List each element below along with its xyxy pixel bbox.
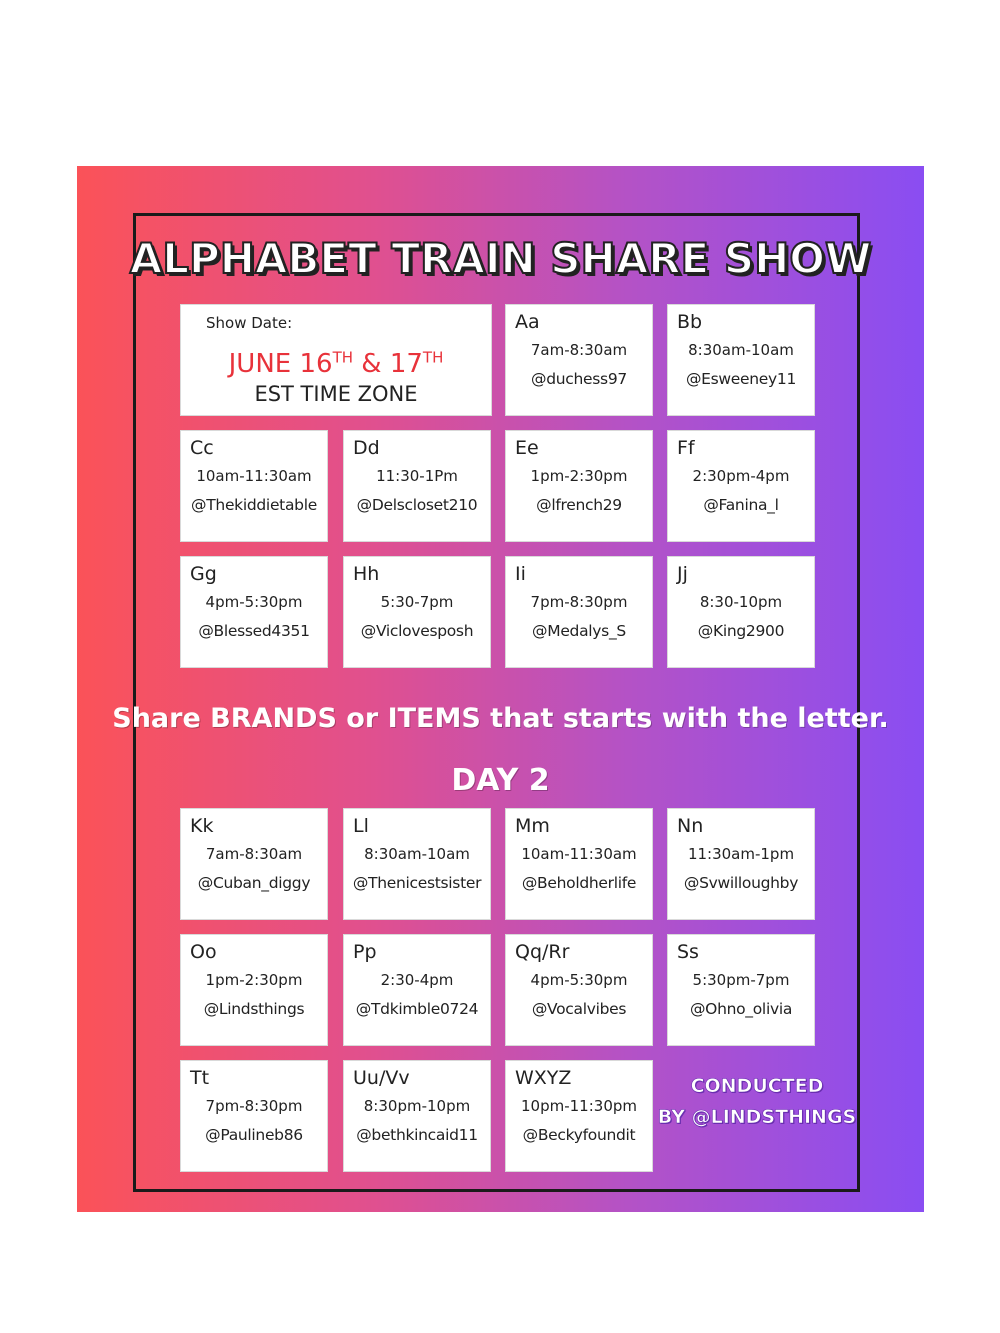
poster [77,166,924,1212]
slot-time: 1pm-2:30pm [205,971,303,989]
slot-letter: Gg [190,563,217,585]
timezone-label: EST TIME ZONE [254,382,418,406]
slot-handle: @Medalys_S [532,622,626,640]
show-date-day2: & 17 [353,349,423,379]
slot-time: 5:30-7pm [380,593,454,611]
slot-handle: @Paulineb86 [205,1126,303,1144]
slot-letter: Uu/Vv [353,1067,410,1089]
slot-card [343,808,491,920]
slot-letter: Kk [190,815,214,837]
slot-letter: Mm [515,815,550,837]
slot-handle: @Tdkimble0724 [355,1000,479,1018]
slot-letter: Jj [677,563,688,585]
slot-letter: Pp [353,941,377,963]
credit-line-2: BY @LINDSTHINGS [657,1106,857,1128]
show-date-label: Show Date: [206,314,293,332]
slot-card [505,1060,653,1172]
slot-handle: @Delscloset210 [356,496,478,514]
slot-letter: Qq/Rr [515,941,570,963]
slot-card [667,304,815,416]
slot-card [180,934,328,1046]
slot-time: 8:30am-10am [688,341,794,359]
show-date-card [180,304,492,416]
slot-letter: Ee [515,437,539,459]
slot-time: 7pm-8:30pm [205,1097,303,1115]
slot-handle: @Viclovesposh [360,622,474,640]
slot-time: 11:30-1Pm [376,467,458,485]
slot-card [343,934,491,1046]
slot-card [505,934,653,1046]
slot-handle: @Beckyfoundit [522,1126,636,1144]
show-date-day1: JUNE 16 [228,349,333,379]
slot-card [667,556,815,668]
slot-card [180,1060,328,1172]
slot-handle: @King2900 [697,622,785,640]
slot-letter: Tt [190,1067,210,1089]
slot-time: 10am-11:30am [521,845,637,863]
slot-letter: Hh [353,563,380,585]
slot-handle: @duchess97 [531,370,627,388]
slot-card [667,934,815,1046]
slot-card [667,808,815,920]
slot-handle: @Beholdherlife [521,874,637,892]
conductor-credit [657,1071,857,1133]
slot-letter: Aa [515,311,540,333]
slot-letter: Ss [677,941,699,963]
show-date-suffix1: TH [332,348,354,367]
slot-card [505,304,653,416]
slot-card [505,556,653,668]
slot-time: 10pm-11:30pm [521,1097,637,1115]
slot-time: 1pm-2:30pm [530,467,628,485]
slot-card [505,808,653,920]
slot-handle: @Blessed4351 [198,622,310,640]
slot-time: 7am-8:30am [530,341,628,359]
slot-handle: @Svwilloughby [683,874,799,892]
slot-handle: @Ohno_olivia [689,1000,793,1018]
poster-title: ALPHABET TRAIN SHARE SHOW [129,234,872,283]
slot-time: 11:30am-1pm [687,845,795,863]
slot-handle: @Thenicestsister [352,874,482,892]
slot-time: 2:30pm-4pm [692,467,790,485]
slot-time: 4pm-5:30pm [530,971,628,989]
slot-card [180,556,328,668]
slot-letter: Oo [190,941,217,963]
slot-handle: @bethkincaid11 [356,1126,478,1144]
slot-card [667,430,815,542]
slot-time: 8:30-10pm [699,593,783,611]
slot-card [343,556,491,668]
slot-letter: Ii [515,563,526,585]
slot-card [343,430,491,542]
slot-letter: Bb [677,311,703,333]
slot-card [180,430,328,542]
slot-letter: Ff [677,437,695,459]
day-label: DAY 2 [451,763,550,798]
slot-time: 10am-11:30am [196,467,312,485]
slot-time: 2:30-4pm [380,971,454,989]
slot-letter: Nn [677,815,704,837]
slot-letter: Ll [353,815,369,837]
slot-time: 8:30am-10am [364,845,470,863]
slot-handle: @Cuban_diggy [197,874,311,892]
credit-line-1: CONDUCTED [690,1075,824,1097]
slot-card [505,430,653,542]
slot-letter: WXYZ [515,1067,572,1089]
slot-time: 7pm-8:30pm [530,593,628,611]
show-date-suffix2: TH [422,348,444,367]
show-date-value [181,349,491,379]
share-instructions: Share BRANDS or ITEMS that starts with the letter. [112,703,889,734]
slot-time: 4pm-5:30pm [205,593,303,611]
slot-time: 5:30pm-7pm [692,971,790,989]
slot-card [343,1060,491,1172]
slot-handle: @lfrench29 [536,496,622,514]
slot-time: 8:30pm-10pm [363,1097,471,1115]
slot-letter: Cc [190,437,214,459]
slot-handle: @Lindsthings [203,1000,305,1018]
slot-handle: @Esweeney11 [685,370,797,388]
slot-handle: @Thekiddietable [191,496,317,514]
slot-handle: @Fanina_l [703,496,779,514]
slot-card [180,808,328,920]
slot-time: 7am-8:30am [205,845,303,863]
slot-letter: Dd [353,437,380,459]
slot-handle: @Vocalvibes [531,1000,627,1018]
